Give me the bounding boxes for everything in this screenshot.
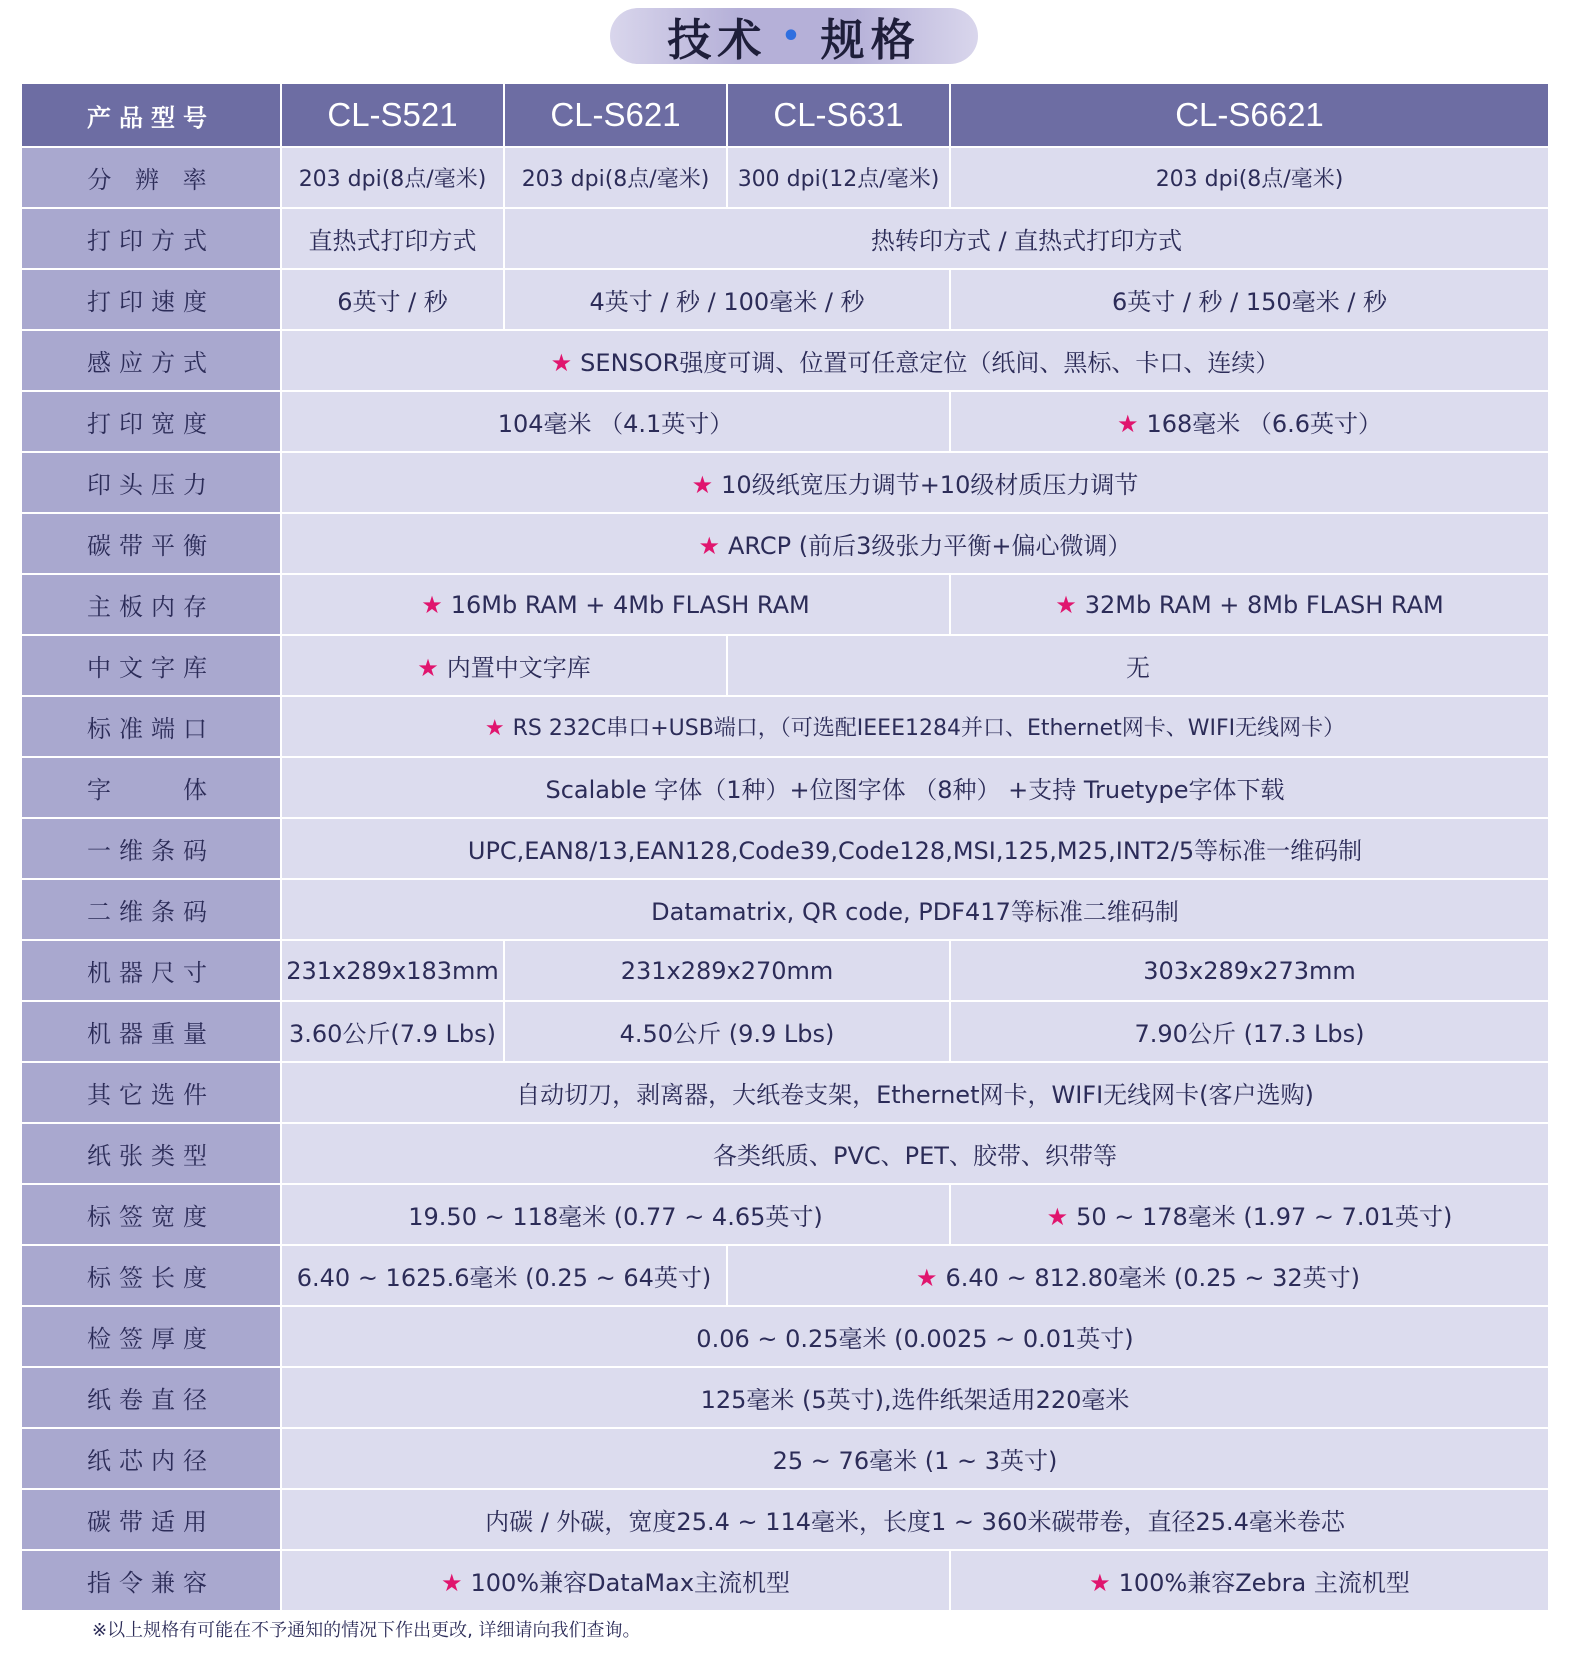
table-row xyxy=(21,1184,1549,1245)
cell-value: 直热式打印方式 xyxy=(281,208,504,269)
cell-value: 3.60公斤(7.9 Lbs) xyxy=(281,1001,504,1062)
row-label: 纸张类型 xyxy=(21,1123,281,1184)
cell-value: Datamatrix, QR code, PDF417等标准二维码制 xyxy=(281,879,1549,940)
star-icon: ★ xyxy=(484,716,505,741)
row-label: 标签长度 xyxy=(21,1245,281,1306)
cell-value: 125毫米 (5英寸),选件纸架适用220毫米 xyxy=(281,1367,1549,1428)
cell-value xyxy=(950,391,1549,452)
table-row xyxy=(21,757,1549,818)
cell-value: 热转印方式 / 直热式打印方式 xyxy=(504,208,1549,269)
cell-value: 6英寸 / 秒 / 150毫米 / 秒 xyxy=(950,269,1549,330)
cell-text: 168毫米 （6.6英寸） xyxy=(1146,410,1383,438)
table-row xyxy=(21,1245,1549,1306)
table-row xyxy=(21,1550,1549,1611)
table-row xyxy=(21,1123,1549,1184)
row-label: 机器重量 xyxy=(21,1001,281,1062)
row-label: 分 辨 率 xyxy=(21,147,281,208)
table-row xyxy=(21,147,1549,208)
cell-value xyxy=(281,574,950,635)
header-label: 产品型号 xyxy=(21,83,281,147)
cell-text: ARCP (前后3级张力平衡+偏心微调） xyxy=(728,532,1132,560)
row-label: 字 体 xyxy=(21,757,281,818)
row-label: 打印宽度 xyxy=(21,391,281,452)
table-row xyxy=(21,940,1549,1001)
model-cl-s631: CL-S631 xyxy=(727,83,950,147)
cell-value: 203 dpi(8点/毫米) xyxy=(950,147,1549,208)
cell-text: 10级纸宽压力调节+10级材质压力调节 xyxy=(721,471,1139,499)
cell-value: 203 dpi(8点/毫米) xyxy=(504,147,727,208)
row-label: 主板内存 xyxy=(21,574,281,635)
table-row xyxy=(21,574,1549,635)
cell-value: 4英寸 / 秒 / 100毫米 / 秒 xyxy=(504,269,950,330)
cell-value xyxy=(281,330,1549,391)
row-label: 二维条码 xyxy=(21,879,281,940)
table-row xyxy=(21,1367,1549,1428)
row-label: 打印方式 xyxy=(21,208,281,269)
cell-value: 4.50公斤 (9.9 Lbs) xyxy=(504,1001,950,1062)
row-label: 指令兼容 xyxy=(21,1550,281,1611)
star-icon: ★ xyxy=(691,471,714,499)
row-label: 感应方式 xyxy=(21,330,281,391)
cell-text: 100%兼容Zebra 主流机型 xyxy=(1118,1569,1410,1597)
model-cl-s521: CL-S521 xyxy=(281,83,504,147)
table-row xyxy=(21,391,1549,452)
cell-value xyxy=(950,574,1549,635)
row-label: 一维条码 xyxy=(21,818,281,879)
cell-text: 50 ~ 178毫米 (1.97 ~ 7.01英寸) xyxy=(1076,1203,1453,1231)
table-row xyxy=(21,696,1549,757)
cell-text: 16Mb RAM + 4Mb FLASH RAM xyxy=(450,590,810,619)
star-icon: ★ xyxy=(421,590,443,619)
table-row xyxy=(21,1489,1549,1550)
table-row xyxy=(21,635,1549,696)
title-right: 规格 xyxy=(820,15,921,66)
row-label: 其它选件 xyxy=(21,1062,281,1123)
cell-value: 231x289x183mm xyxy=(281,940,504,1001)
cell-value: UPC,EAN8/13,EAN128,Code39,Code128,MSI,125,M25,INT2/5等标准一维码制 xyxy=(281,818,1549,879)
star-icon: ★ xyxy=(1046,1203,1069,1231)
cell-value xyxy=(281,452,1549,513)
row-label: 机器尺寸 xyxy=(21,940,281,1001)
table-row xyxy=(21,1001,1549,1062)
star-icon: ★ xyxy=(1089,1569,1111,1597)
table-row xyxy=(21,269,1549,330)
cell-value: 自动切刀，剥离器，大纸卷支架，Ethernet网卡，WIFI无线网卡(客户选购) xyxy=(281,1062,1549,1123)
cell-value: 19.50 ~ 118毫米 (0.77 ~ 4.65英寸) xyxy=(281,1184,950,1245)
cell-value: 104毫米 （4.1英寸） xyxy=(281,391,950,452)
row-label: 印头压力 xyxy=(21,452,281,513)
cell-value: 203 dpi(8点/毫米) xyxy=(281,147,504,208)
row-label: 打印速度 xyxy=(21,269,281,330)
cell-text: 100%兼容DataMax主流机型 xyxy=(470,1569,791,1597)
star-icon: ★ xyxy=(440,1569,463,1597)
row-label: 纸芯内径 xyxy=(21,1428,281,1489)
table-row xyxy=(21,818,1549,879)
row-label: 碳带适用 xyxy=(21,1489,281,1550)
table-row xyxy=(21,879,1549,940)
star-icon: ★ xyxy=(1116,410,1139,438)
cell-value: 300 dpi(12点/毫米) xyxy=(727,147,950,208)
page-title xyxy=(610,8,978,64)
cell-value xyxy=(281,513,1549,574)
header-row xyxy=(21,83,1549,147)
star-icon: ★ xyxy=(550,349,573,377)
table-row xyxy=(21,1428,1549,1489)
spec-table xyxy=(20,82,1550,1612)
cell-value: 231x289x270mm xyxy=(504,940,950,1001)
cell-value: 6.40 ~ 1625.6毫米 (0.25 ~ 64英寸) xyxy=(281,1245,727,1306)
cell-value: 25 ~ 76毫米 (1 ~ 3英寸) xyxy=(281,1428,1549,1489)
table-row xyxy=(21,208,1549,269)
model-cl-s621: CL-S621 xyxy=(504,83,727,147)
star-icon: ★ xyxy=(417,654,439,682)
cell-value xyxy=(281,696,1549,757)
cell-value: 各类纸质、PVC、PET、胶带、织带等 xyxy=(281,1123,1549,1184)
cell-text: RS 232C串口+USB端口，（可选配IEEE1284并口、Ethernet网卡、WIFI无线网卡） xyxy=(512,716,1346,741)
cell-text: 6.40 ~ 812.80毫米 (0.25 ~ 32英寸) xyxy=(945,1264,1360,1292)
cell-value xyxy=(281,635,727,696)
star-icon: ★ xyxy=(698,532,720,560)
row-label: 中文字库 xyxy=(21,635,281,696)
cell-value: 无 xyxy=(727,635,1549,696)
title-left: 技术 xyxy=(667,15,768,66)
cell-text: 32Mb RAM + 8Mb FLASH RAM xyxy=(1084,590,1444,619)
model-cl-s6621: CL-S6621 xyxy=(950,83,1549,147)
row-label: 碳带平衡 xyxy=(21,513,281,574)
cell-text: 内置中文字库 xyxy=(446,654,591,682)
title-separator: • xyxy=(781,18,807,54)
table-row xyxy=(21,330,1549,391)
cell-text: SENSOR强度可调、位置可任意定位（纸间、黑标、卡口、连续） xyxy=(580,349,1280,377)
star-icon: ★ xyxy=(916,1264,938,1292)
row-label: 标签宽度 xyxy=(21,1184,281,1245)
cell-value: 303x289x273mm xyxy=(950,940,1549,1001)
cell-value: Scalable 字体（1种）+位图字体 （8种） +支持 Truetype字体下载 xyxy=(281,757,1549,818)
footnote: ※以上规格有可能在不予通知的情况下作出更改, 详细请向我们查询。 xyxy=(92,1620,641,1641)
table-row xyxy=(21,513,1549,574)
table-row xyxy=(21,452,1549,513)
row-label: 标准端口 xyxy=(21,696,281,757)
cell-value xyxy=(950,1550,1549,1611)
row-label: 检签厚度 xyxy=(21,1306,281,1367)
cell-value: 7.90公斤 (17.3 Lbs) xyxy=(950,1001,1549,1062)
table-row xyxy=(21,1062,1549,1123)
row-label: 纸卷直径 xyxy=(21,1367,281,1428)
cell-value: 0.06 ~ 0.25毫米 (0.0025 ~ 0.01英寸) xyxy=(281,1306,1549,1367)
star-icon: ★ xyxy=(1055,590,1077,619)
cell-value: 6英寸 / 秒 xyxy=(281,269,504,330)
cell-value xyxy=(281,1550,950,1611)
cell-value xyxy=(950,1184,1549,1245)
cell-value xyxy=(727,1245,1549,1306)
cell-value: 内碳 / 外碳，宽度25.4 ~ 114毫米，长度1 ~ 360米碳带卷，直径25.4毫米卷芯 xyxy=(281,1489,1549,1550)
table-row xyxy=(21,1306,1549,1367)
